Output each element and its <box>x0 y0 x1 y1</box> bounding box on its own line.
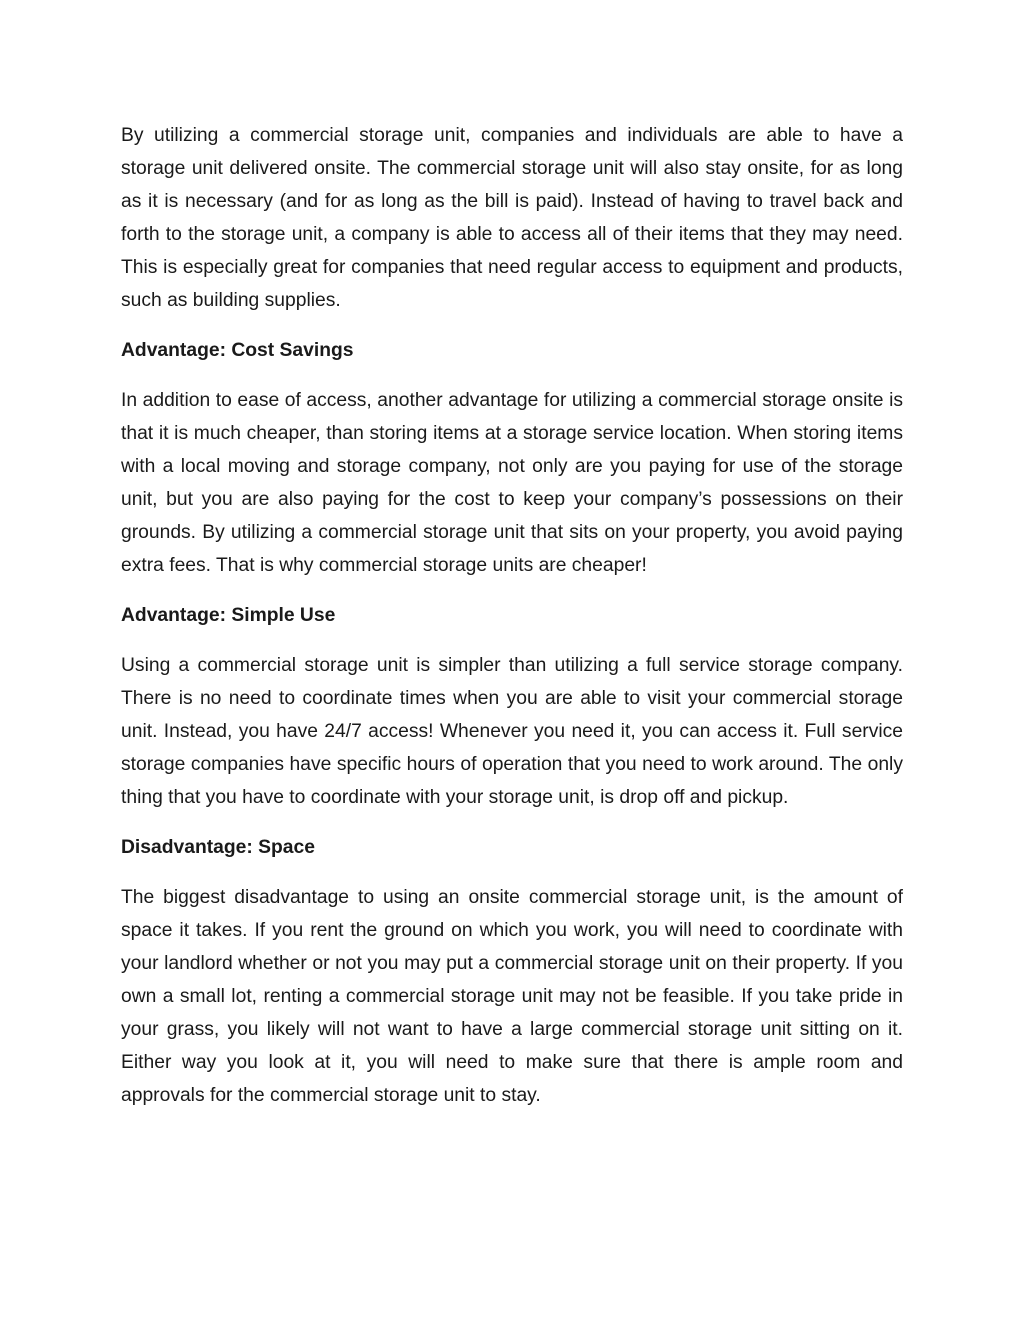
section-heading-space: Disadvantage: Space <box>121 837 315 858</box>
intro-paragraph: By utilizing a commercial storage unit, companies and individuals are able to have a storage unit delivered onsite. The commercial storage unit will also stay onsite, for as long as it is necessary (and for as long as the bill is paid). Instead of having to travel back and forth to the storage unit, a company is able to access all of their items that they may need. This is especially great for companies that need regular access to equipment and products, such as building supplies. <box>121 125 903 311</box>
document-page <box>121 119 903 1129</box>
section-heading-cost-savings: Advantage: Cost Savings <box>121 340 354 361</box>
section-heading-simple-use: Advantage: Simple Use <box>121 605 336 626</box>
section-body-space: The biggest disadvantage to using an onsite commercial storage unit, is the amount of space it takes. If you rent the ground on which you work, you will need to coordinate with your landlord whether or not you may put a commercial storage unit on their property. If you own a small lot, renting a commercial storage unit may not be feasible. If you take pride in your grass, you likely will not want to have a large commercial storage unit sitting on it. Either way you look at it, you will need to make sure that there is ample room and approvals for the commercial storage unit to stay. <box>121 887 903 1106</box>
section-body-simple-use: Using a commercial storage unit is simpler than utilizing a full service storage company. There is no need to coordinate times when you are able to visit your commercial storage unit. Instead, you have 24/7 access! Whenever you need it, you can access it. Full service storage companies have specific hours of operation that you need to work around. The only thing that you have to coordinate with your storage unit, is drop off and pickup. <box>121 655 903 808</box>
section-body-cost-savings: In addition to ease of access, another advantage for utilizing a commercial storage onsite is that it is much cheaper, than storing items at a storage service location. When storing items with a local moving and storage company, not only are you paying for use of the storage unit, but you are also paying for the cost to keep your company’s possessions on their grounds. By utilizing a commercial storage unit that sits on your property, you avoid paying extra fees. That is why commercial storage units are cheaper! <box>121 390 903 576</box>
